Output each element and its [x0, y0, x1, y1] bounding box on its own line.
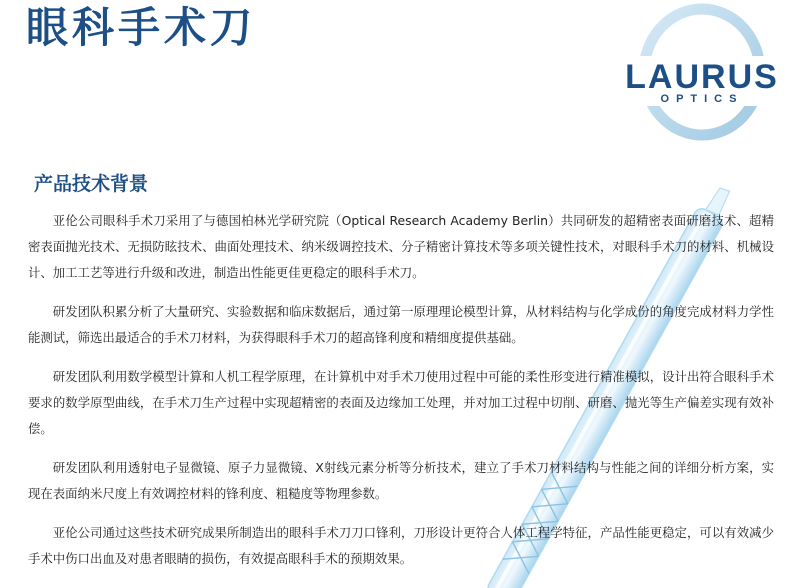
logo-wordmark: LAURUS [625, 58, 779, 96]
laurus-optics-logo [606, 0, 797, 145]
paragraph: 亚伦公司通过这些技术研究成果所制造出的眼科手术刀刀口锋利，刀形设计更符合人体工程学特征，产品性能更稳定，可以有效减少手术中伤口出血及对患者眼睛的损伤，有效提高眼科手术的预期效果。 [28, 525, 774, 566]
paragraph: 研发团队利用数学模型计算和人机工程学原理，在计算机中对手术刀使用过程中可能的柔性形变进行精准模拟，设计出符合眼科手术要求的数学原型曲线，在手术刀生产过程中实现超精密的表面及边缘加工处理，并对加工过程中切削、研磨、抛光等生产偏差实现有效补偿。 [28, 369, 774, 436]
body-text [28, 208, 774, 572]
section-heading: 产品技术背景 [34, 173, 149, 195]
paragraph: 研发团队利用透射电子显微镜、原子力显微镜、X射线元素分析等分析技术，建立了手术刀材料结构与性能之间的详细分析方案，实现在表面纳米尺度上有效调控材料的锋利度、粗糙度等物理参数。 [28, 460, 774, 501]
paragraph: 研发团队积累分析了大量研究、实验数据和临床数据后，通过第一原理理论模型计算，从材料结构与化学成份的角度完成材料力学性能测试，筛选出最适合的手术刀材料，为获得眼科手术刀的超高锋利度和精细度提供基础。 [28, 304, 774, 345]
page-title: 眼科手术刀 [26, 3, 257, 52]
paragraph: 亚伦公司眼科手术刀采用了与德国柏林光学研究院（Optical Research Academy Berlin）共同研发的超精密表面研磨技术、超精密表面抛光技术、无损防眩技术、曲面处理技术、纳米级调控技术、分子精密计算技术等多项关键性技术，对眼科手术刀的材料、机械设计、加工工艺等进行升级和改进，制造出性能更佳更稳定的眼科手术刀。 [28, 213, 774, 280]
logo-tagline: OPTICS [660, 93, 744, 105]
